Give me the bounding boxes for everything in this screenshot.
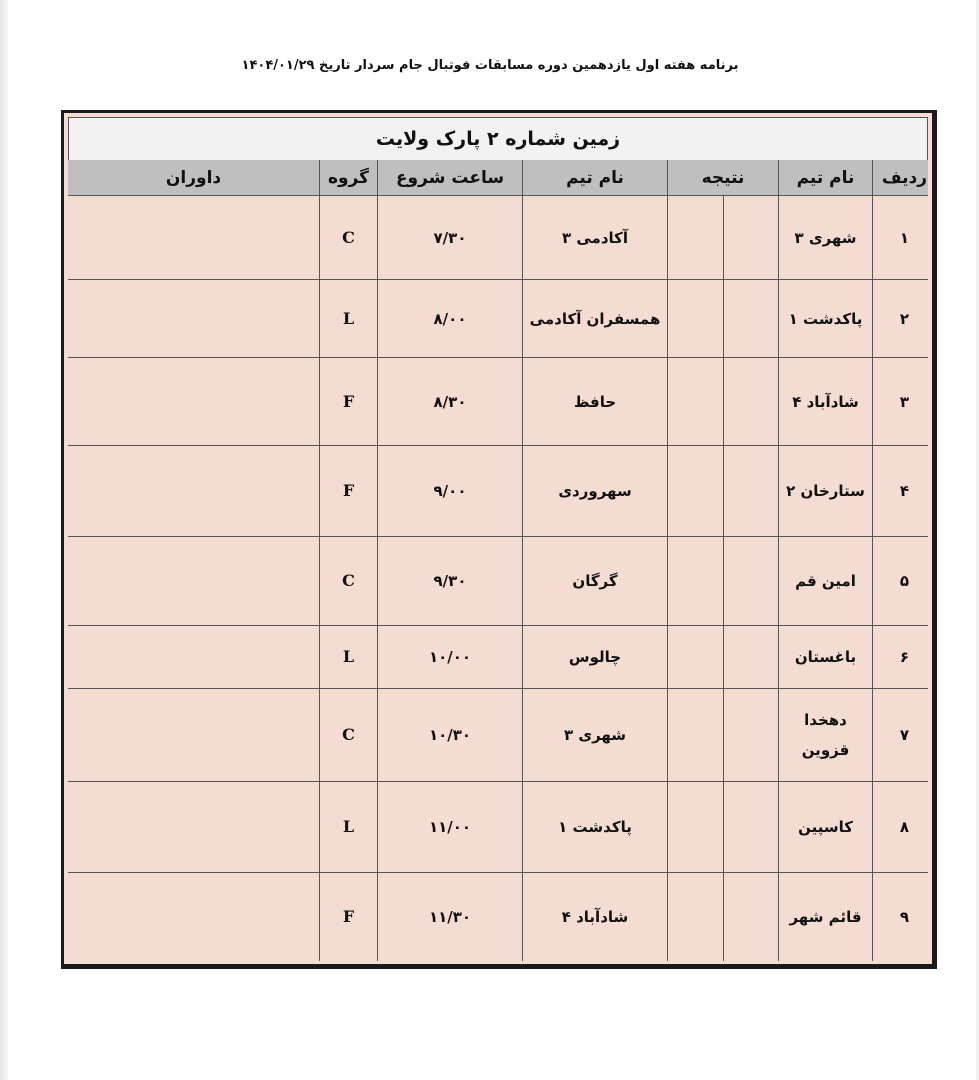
cell-team-1: شهری ۳ xyxy=(778,196,872,279)
table-row xyxy=(68,782,928,873)
cell-referees xyxy=(68,358,319,445)
cell-row-number: ۳ xyxy=(872,358,936,445)
table-row xyxy=(68,358,928,446)
cell-row-number: ۸ xyxy=(872,782,936,872)
cell-team-1: دهخدا قزوین xyxy=(778,689,872,781)
cell-group: F xyxy=(319,446,377,536)
cell-referees xyxy=(68,280,319,357)
header-start-time: ساعت شروع xyxy=(377,160,522,196)
table-row xyxy=(68,537,928,626)
cell-team-1: ستارخان ۲ xyxy=(778,446,872,536)
cell-team-1: قائم شهر xyxy=(778,873,872,961)
cell-referees xyxy=(68,196,319,279)
cell-start-time: ۹/۰۰ xyxy=(377,446,522,536)
page-left-edge xyxy=(0,0,8,1080)
table-header-row xyxy=(68,160,928,196)
cell-team-1: کاسپین xyxy=(778,782,872,872)
cell-row-number: ۲ xyxy=(872,280,936,357)
cell-group: L xyxy=(319,280,377,357)
cell-result-team-2 xyxy=(667,537,723,625)
cell-referees xyxy=(68,782,319,872)
cell-result-team-2 xyxy=(667,358,723,445)
cell-row-number: ۴ xyxy=(872,446,936,536)
cell-start-time: ۸/۰۰ xyxy=(377,280,522,357)
table-row xyxy=(68,280,928,358)
cell-group: C xyxy=(319,689,377,781)
header-team-name-2: نام تیم xyxy=(522,160,667,196)
cell-referees xyxy=(68,689,319,781)
table-row xyxy=(68,446,928,537)
schedule-table xyxy=(61,110,937,969)
cell-group: F xyxy=(319,358,377,445)
table-body xyxy=(68,196,928,960)
cell-result-team-1 xyxy=(723,446,778,536)
cell-team-2: سهروردی xyxy=(522,446,667,536)
cell-referees xyxy=(68,626,319,688)
cell-group: L xyxy=(319,782,377,872)
cell-result-team-1 xyxy=(723,280,778,357)
cell-result-team-2 xyxy=(667,196,723,279)
cell-team-2: همسفران آکادمی xyxy=(522,280,667,357)
header-team-name-1: نام تیم xyxy=(778,160,872,196)
header-row-number: ردیف xyxy=(872,160,936,196)
table-row xyxy=(68,689,928,782)
cell-result-team-1 xyxy=(723,689,778,781)
cell-result-team-1 xyxy=(723,626,778,688)
header-result: نتیجه xyxy=(667,160,778,196)
cell-team-2: پاکدشت ۱ xyxy=(522,782,667,872)
document-title: برنامه هفته اول یازدهمین دوره مسابقات فوتبال جام سردار تاریخ ۱۴۰۴/۰۱/۲۹ xyxy=(241,58,739,73)
cell-team-2: شادآباد ۴ xyxy=(522,873,667,961)
cell-team-1: پاکدشت ۱ xyxy=(778,280,872,357)
cell-result-team-1 xyxy=(723,537,778,625)
cell-team-1: امین قم xyxy=(778,537,872,625)
cell-referees xyxy=(68,873,319,961)
cell-team-1: شادآباد ۴ xyxy=(778,358,872,445)
cell-start-time: ۱۱/۰۰ xyxy=(377,782,522,872)
table-row xyxy=(68,873,928,961)
cell-start-time: ۱۱/۳۰ xyxy=(377,873,522,961)
cell-team-2: آکادمی ۳ xyxy=(522,196,667,279)
cell-row-number: ۵ xyxy=(872,537,936,625)
cell-team-2: شهری ۳ xyxy=(522,689,667,781)
table-row xyxy=(68,196,928,280)
field-title: زمین شماره ۲ پارک ولایت xyxy=(68,117,928,161)
cell-row-number: ۶ xyxy=(872,626,936,688)
cell-result-team-2 xyxy=(667,626,723,688)
cell-row-number: ۹ xyxy=(872,873,936,961)
cell-team-2: حافظ xyxy=(522,358,667,445)
cell-start-time: ۷/۳۰ xyxy=(377,196,522,279)
cell-start-time: ۱۰/۳۰ xyxy=(377,689,522,781)
cell-result-team-1 xyxy=(723,358,778,445)
header-referees: داوران xyxy=(165,168,222,188)
cell-result-team-2 xyxy=(667,689,723,781)
cell-group: C xyxy=(319,196,377,279)
cell-result-team-2 xyxy=(667,280,723,357)
cell-result-team-1 xyxy=(723,196,778,279)
cell-group: F xyxy=(319,873,377,961)
cell-result-team-2 xyxy=(667,782,723,872)
cell-referees xyxy=(68,537,319,625)
cell-result-team-1 xyxy=(723,782,778,872)
cell-result-team-1 xyxy=(723,873,778,961)
cell-group: L xyxy=(319,626,377,688)
cell-group: C xyxy=(319,537,377,625)
cell-referees xyxy=(68,446,319,536)
cell-start-time: ۸/۳۰ xyxy=(377,358,522,445)
cell-team-2: چالوس xyxy=(522,626,667,688)
header-group: گروه xyxy=(319,160,377,196)
cell-result-team-2 xyxy=(667,446,723,536)
table-row xyxy=(68,626,928,689)
cell-team-2: گرگان xyxy=(522,537,667,625)
cell-result-team-2 xyxy=(667,873,723,961)
cell-start-time: ۱۰/۰۰ xyxy=(377,626,522,688)
cell-row-number: ۱ xyxy=(872,196,936,279)
cell-team-1: باغستان xyxy=(778,626,872,688)
cell-row-number: ۷ xyxy=(872,689,936,781)
cell-start-time: ۹/۳۰ xyxy=(377,537,522,625)
